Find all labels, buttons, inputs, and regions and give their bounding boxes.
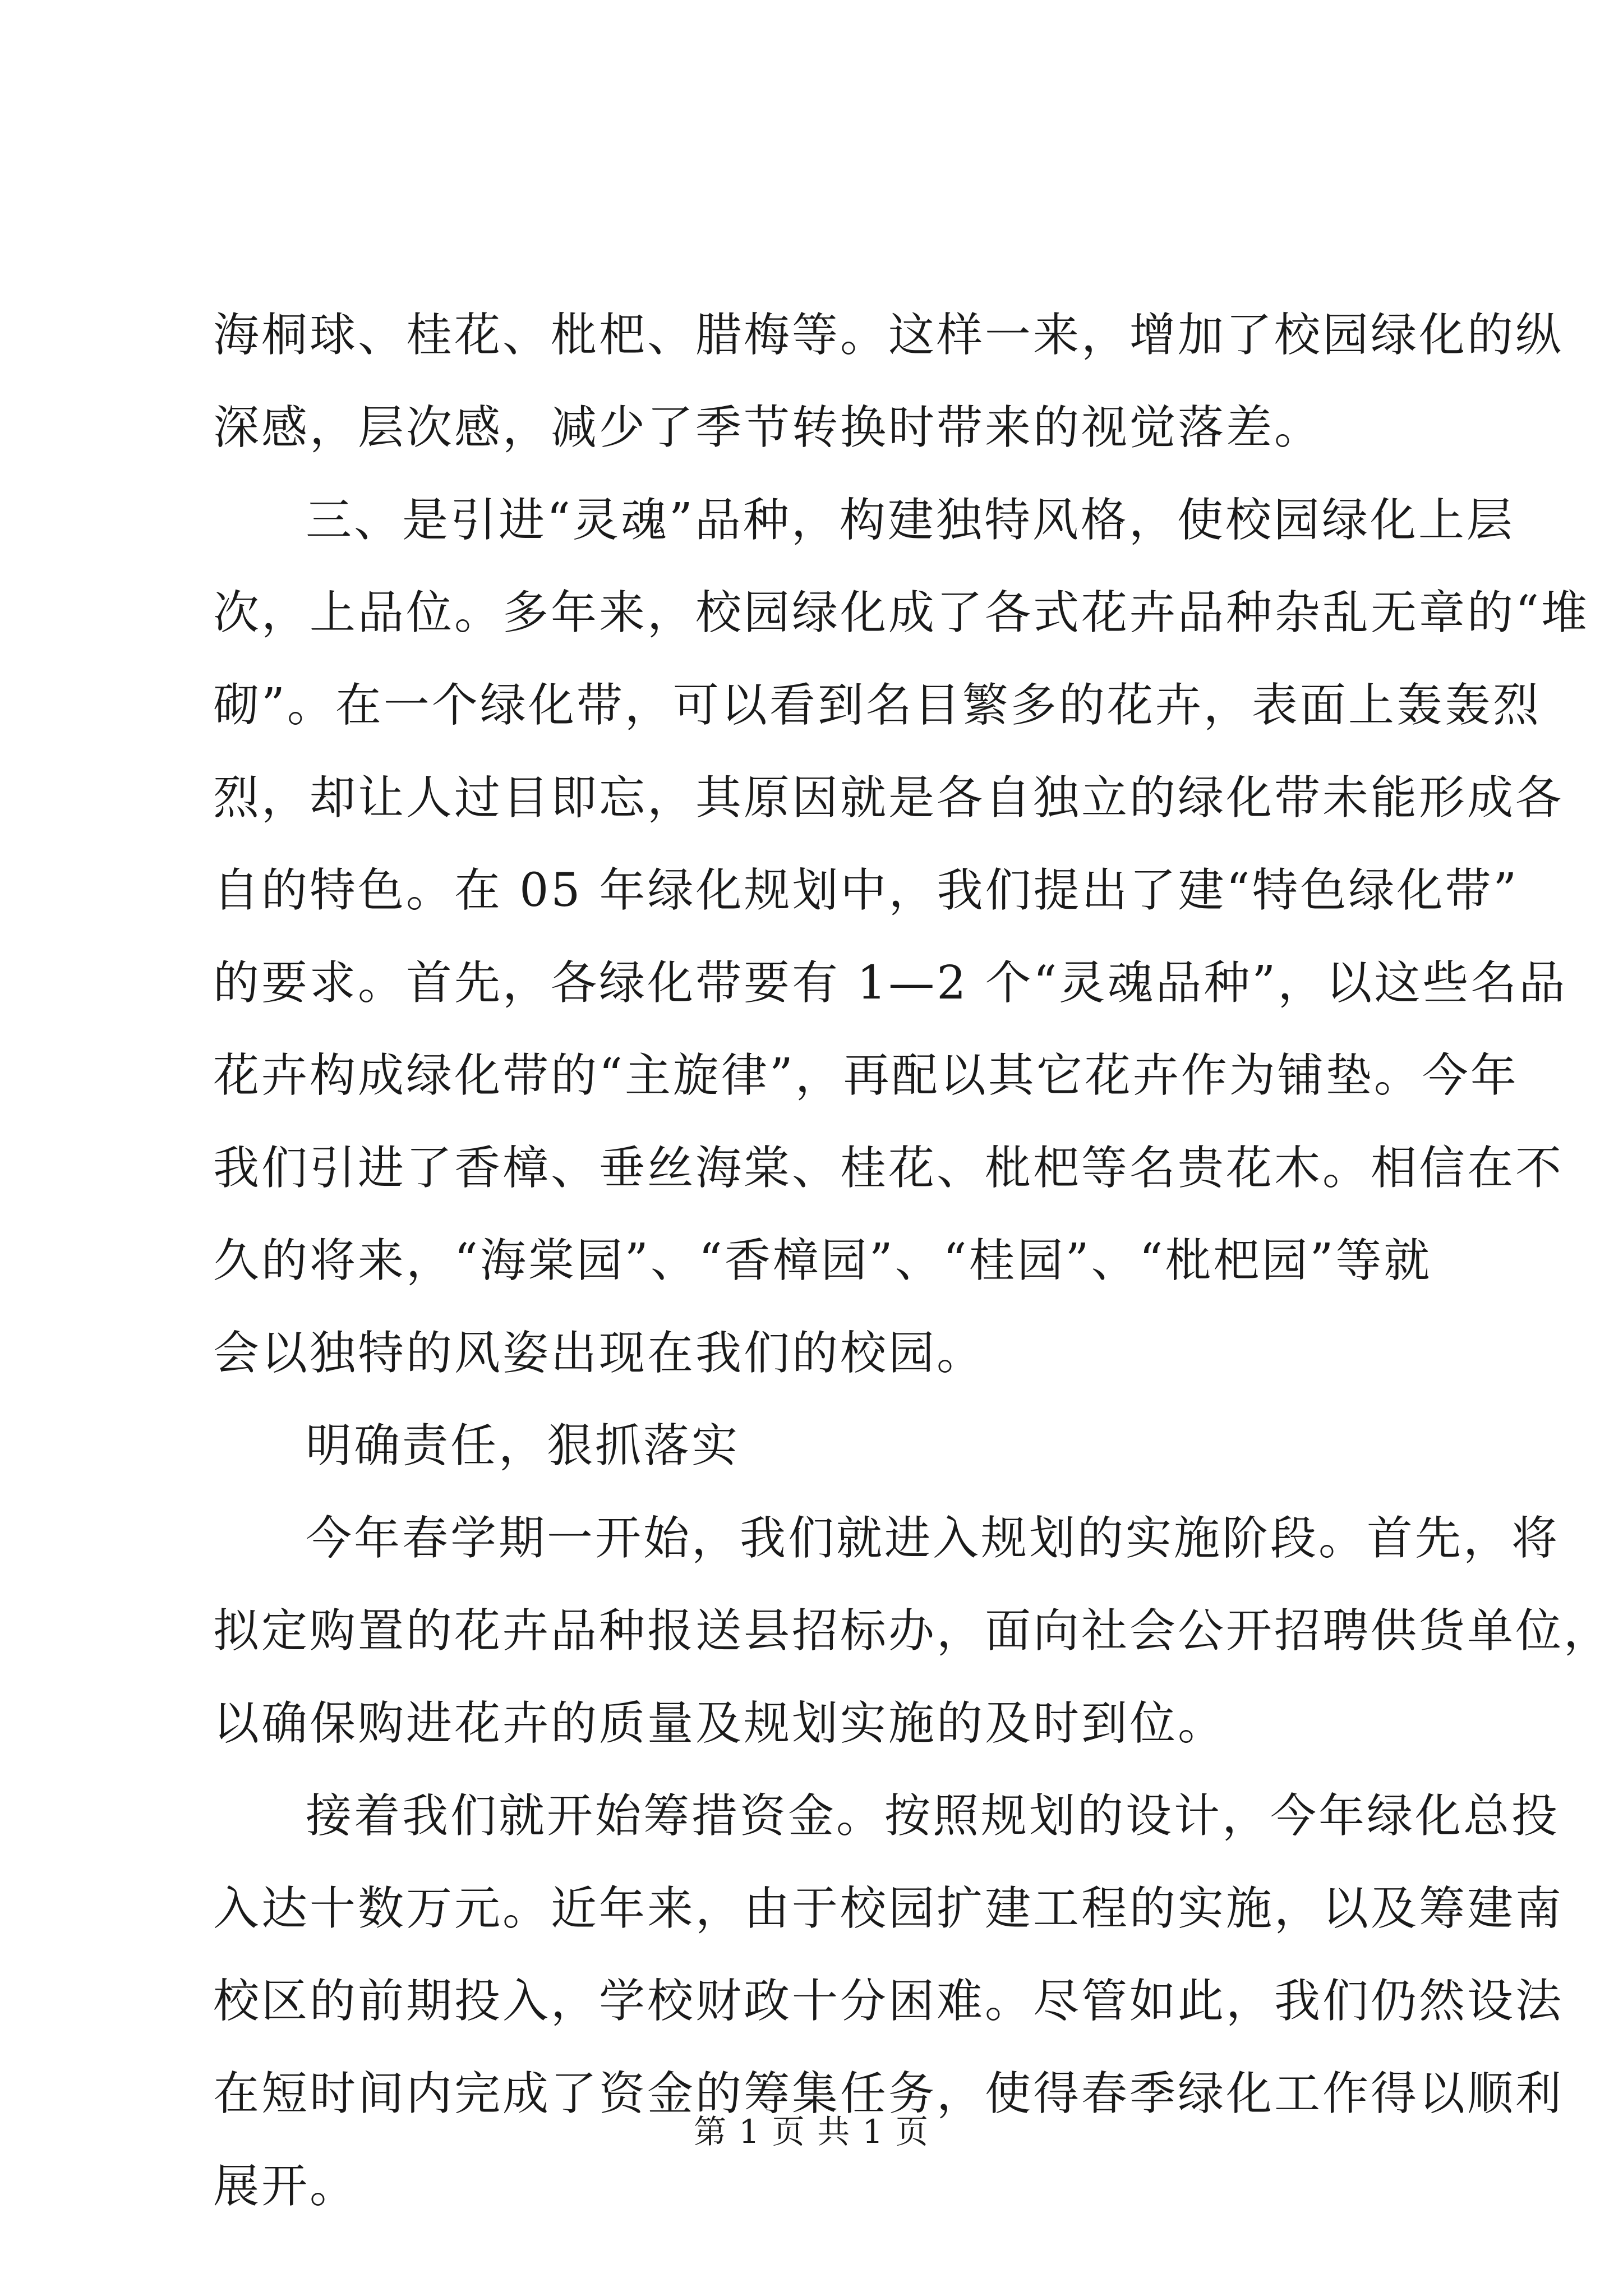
paragraph-start-line: 今年春学期一开始，我们就进入规划的实施阶段。首先，将 [306, 1512, 1560, 1565]
text-line: 以确保购进花卉的质量及规划实施的及时到位。 [213, 1697, 1227, 1750]
paragraph-start-line: 接着我们就开始筹措资金。按照规划的设计，今年绿化总投 [306, 1789, 1560, 1843]
text-line: 展开。 [213, 2160, 358, 2213]
text-line: 在短时间内完成了资金的筹集任务，使得春季绿化工作得以顺利 [213, 2067, 1564, 2120]
text-line: 我们引进了香樟、垂丝海棠、桂花、枇杷等名贵花木。相信在不 [213, 1142, 1564, 1195]
text-line: 自的特色。在 05 年绿化规划中，我们提出了建“特色绿化带” [213, 864, 1519, 917]
text-line: 烈，却让人过目即忘，其原因就是各自独立的绿化带未能形成各 [213, 771, 1564, 825]
text-line: 花卉构成绿化带的“主旋律”，再配以其它花卉作为铺垫。今年 [213, 1049, 1519, 1102]
paragraph-start-line: 三、是引进“灵魂”品种，构建独特风格，使校园绿化上层 [306, 494, 1515, 547]
text-line: 久的将来，“海棠园”、“香樟园”、“桂园”、“枇杷园”等就 [213, 1234, 1432, 1287]
section-heading: 明确责任，狠抓落实 [306, 1419, 740, 1473]
text-line: 入达十数万元。近年来，由于校园扩建工程的实施，以及筹建南 [213, 1882, 1564, 1935]
text-line: 的要求。首先，各绿化带要有 1—2 个“灵魂品种”，以这些名品 [213, 956, 1567, 1010]
text-line: 会以独特的风姿出现在我们的校园。 [213, 1327, 985, 1380]
text-line: 砌”。在一个绿化带，可以看到名目繁多的花卉，表面上轰轰烈 [213, 679, 1541, 732]
text-line: 次，上品位。多年来，校园绿化成了各式花卉品种杂乱无章的“堆 [213, 586, 1589, 639]
body-text [213, 289, 1612, 2233]
text-line: 深感，层次感，减少了季节转换时带来的视觉落差。 [213, 401, 1323, 454]
text-line: 校区的前期投入，学校财政十分困难。尽管如此，我们仍然设法 [213, 1975, 1564, 2028]
page-number-footer: 第 1 页 共 1 页 [694, 2113, 929, 2151]
text-line: 拟定购置的花卉品种报送县招标办，面向社会公开招聘供货单位， [213, 1604, 1612, 1658]
text-line: 海桐球、桂花、枇杷、腊梅等。这样一来，增加了校园绿化的纵 [213, 309, 1564, 362]
